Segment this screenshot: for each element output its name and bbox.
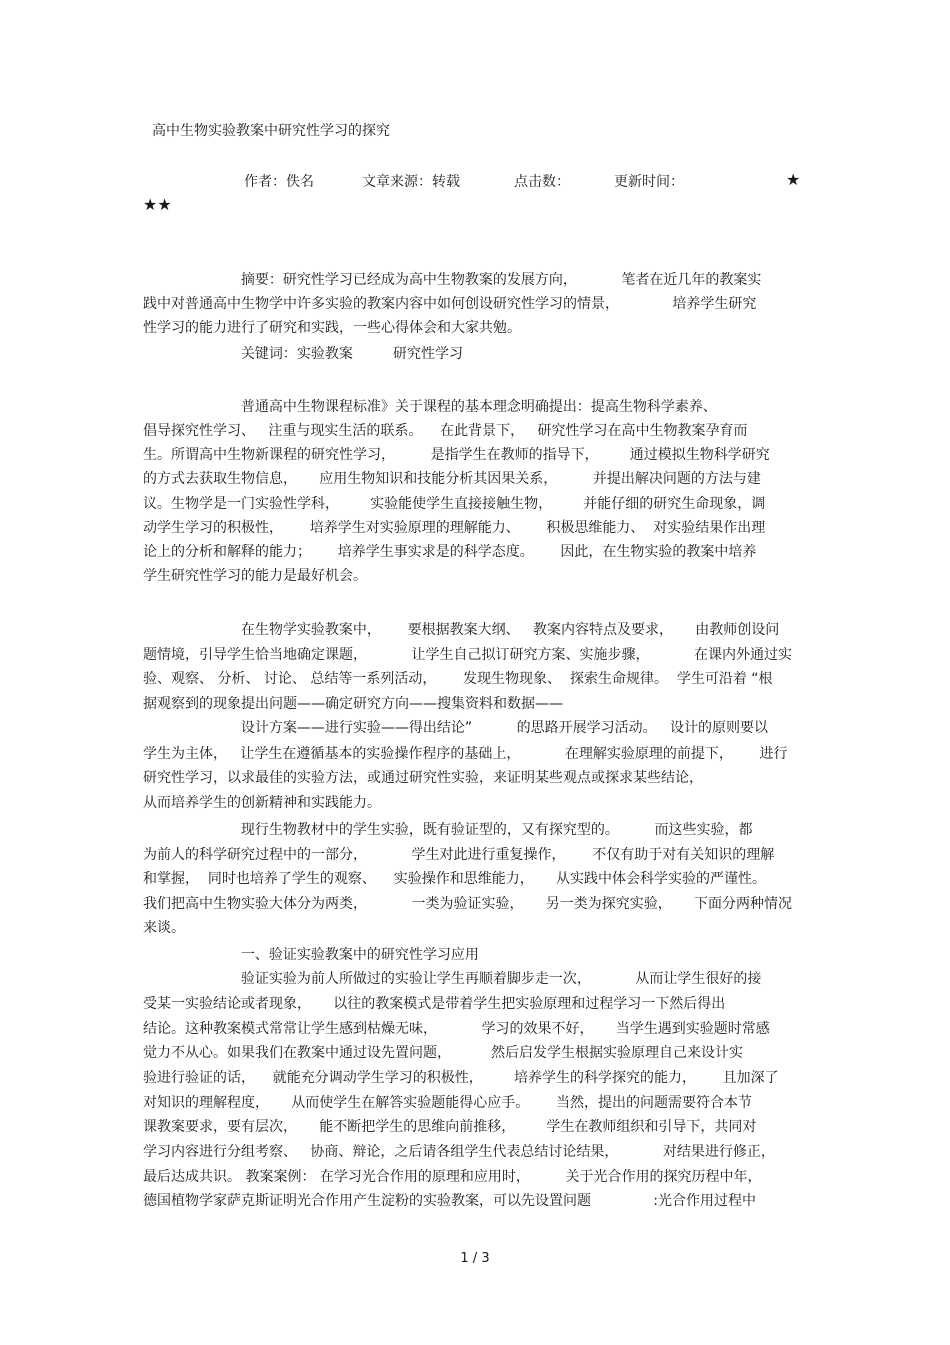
article-title: 高中生物实验教案中研究性学习的探究 (152, 123, 390, 139)
body-line: 动学生学习的积极性， 培养学生对实验原理的理解能力、 积极思维能力、 对实验结果作出理 (143, 520, 766, 536)
body-line: 和掌握， 同时也培养了学生的观察、 实验操作和思维能力， 从实践中体会科学实验的严谨性。 (143, 871, 766, 887)
body-line: 对知识的理解程度， 从而使学生在解答实验题能得心应手。 当然，提出的问题需要符合本节 (143, 1095, 752, 1111)
body-line: 一、验证实验教案中的研究性学习应用 (143, 947, 479, 963)
body-line: 普通高中生物课程标准》关于课程的基本理念明确提出：提高生物科学素养、 (143, 399, 717, 415)
body-line: 结论。这种教案模式常常让学生感到枯燥无味， 学习的效果不好， 当学生遇到实验题时常感 (143, 1021, 770, 1037)
body-line: 验证实验为前人所做过的实验让学生再顺着脚步走一次， 从而让学生很好的接 (143, 971, 762, 987)
body-line: 为前人的科学研究过程中的一部分， 学生对此进行重复操作， 不仅有助于对有关知识的理解 (143, 847, 775, 863)
body-line: 我们把高中生物实验大体分为两类， 一类为验证实验， 另一类为探究实验， 下面分两种情况 (143, 896, 793, 912)
body-line: 最后达成共识。 教案案例： 在学习光合作用的原理和应用时， 关于光合作用的探究历程中年， (143, 1169, 762, 1185)
rating-stars-line1: ★ (786, 170, 801, 189)
body-line: 倡导探究性学习、 注重与现实生活的联系。 在此背景下， 研究性学习在高中生物教案孕育而 (143, 423, 748, 439)
meta-clicks: 点击数： (514, 174, 570, 190)
body-line: 学习内容进行分组考察、 协商、辩论，之后请各组学生代表总结讨论结果， 对结果进行修正， (143, 1144, 775, 1160)
body-line: 验进行验证的话， 就能充分调动学生学习的积极性， 培养学生的科学探究的能力， 且加深了 (143, 1070, 779, 1086)
body-line: 德国植物学家萨克斯证明光合作用产生淀粉的实验教案，可以先设置问题 :光合作用过程中 (143, 1193, 757, 1209)
body-line: 现行生物教材中的学生实验，既有验证型的，又有探究型的。 而这些实验，都 (143, 822, 753, 838)
body-line: 设计方案——进行实验——得出结论” 的思路开展学习活动。 设计的原则要以 (143, 720, 769, 736)
body-line: 摘要：研究性学习已经成为高中生物教案的发展方向， 笔者在近几年的教案实 (143, 272, 762, 288)
body-line: 性学习的能力进行了研究和实践，一些心得体会和大家共勉。 (143, 320, 521, 336)
body-line: 题情境，引导学生恰当地确定课题， 让学生自己拟订研究方案、实施步骤， 在课内外通过实 (143, 647, 793, 663)
body-line: 来谈。 (143, 920, 185, 936)
meta-updated: 更新时间： (614, 174, 684, 190)
body-line: 践中对普通高中生物学中许多实验的教案内容中如何创设研究性学习的情景， 培养学生研究 (143, 296, 757, 312)
body-line: 在生物学实验教案中， 要根据教案大纲、 教案内容特点及要求， 由教师创设问 (143, 622, 780, 638)
rating-stars-line2: ★★ (143, 195, 172, 214)
body-line: 论上的分析和解释的能力； 培养学生事实求是的科学态度。 因此，在生物实验的教案中培养 (143, 544, 757, 560)
body-line: 生。所谓高中生物新课程的研究性学习， 是指学生在教师的指导下， 通过模拟生物科学研究 (143, 447, 770, 463)
meta-source: 文章来源：转载 (362, 174, 460, 190)
body-line: 从而培养学生的创新精神和实践能力。 (143, 795, 381, 811)
body-line: 关键词：实验教案 研究性学习 (143, 346, 463, 362)
body-line: 受某一实验结论或者现象， 以往的教案模式是带着学生把实验原理和过程学习一下然后得出 (143, 996, 726, 1012)
body-line: 议。生物学是一门实验性学科， 实验能使学生直接接触生物， 并能仔细的研究生命现象，调 (143, 496, 766, 512)
meta-author: 作者：佚名 (244, 174, 314, 190)
body-line: 据观察到的现象提出问题——确定研究方向——搜集资料和数据—— (143, 696, 563, 712)
body-line: 学生研究性学习的能力是最好机会。 (143, 568, 367, 584)
body-line: 研究性学习，以求最佳的实验方法，或通过研究性实验，来证明某些观点或探求某些结论， (143, 770, 703, 786)
body-line: 验、观察、 分析、 讨论、 总结等一系列活动， 发现生物现象、 探索生命规律。 学生可沿着 “根 (143, 671, 773, 687)
page-number: 1 / 3 (460, 1251, 490, 1266)
body-line: 学生为主体， 让学生在遵循基本的实验操作程序的基础上， 在理解实验原理的前提下， 进行 (143, 746, 788, 762)
body-line: 的方式去获取生物信息， 应用生物知识和技能分析其因果关系， 并提出解决问题的方法与建 (143, 471, 761, 487)
body-line: 课教案要求，要有层次， 能不断把学生的思维向前推移， 学生在教师组织和引导下，共同对 (143, 1119, 757, 1135)
body-line: 觉力不从心。如果我们在教案中通过设先置问题， 然后启发学生根据实验原理自己来设计实 (143, 1045, 744, 1061)
